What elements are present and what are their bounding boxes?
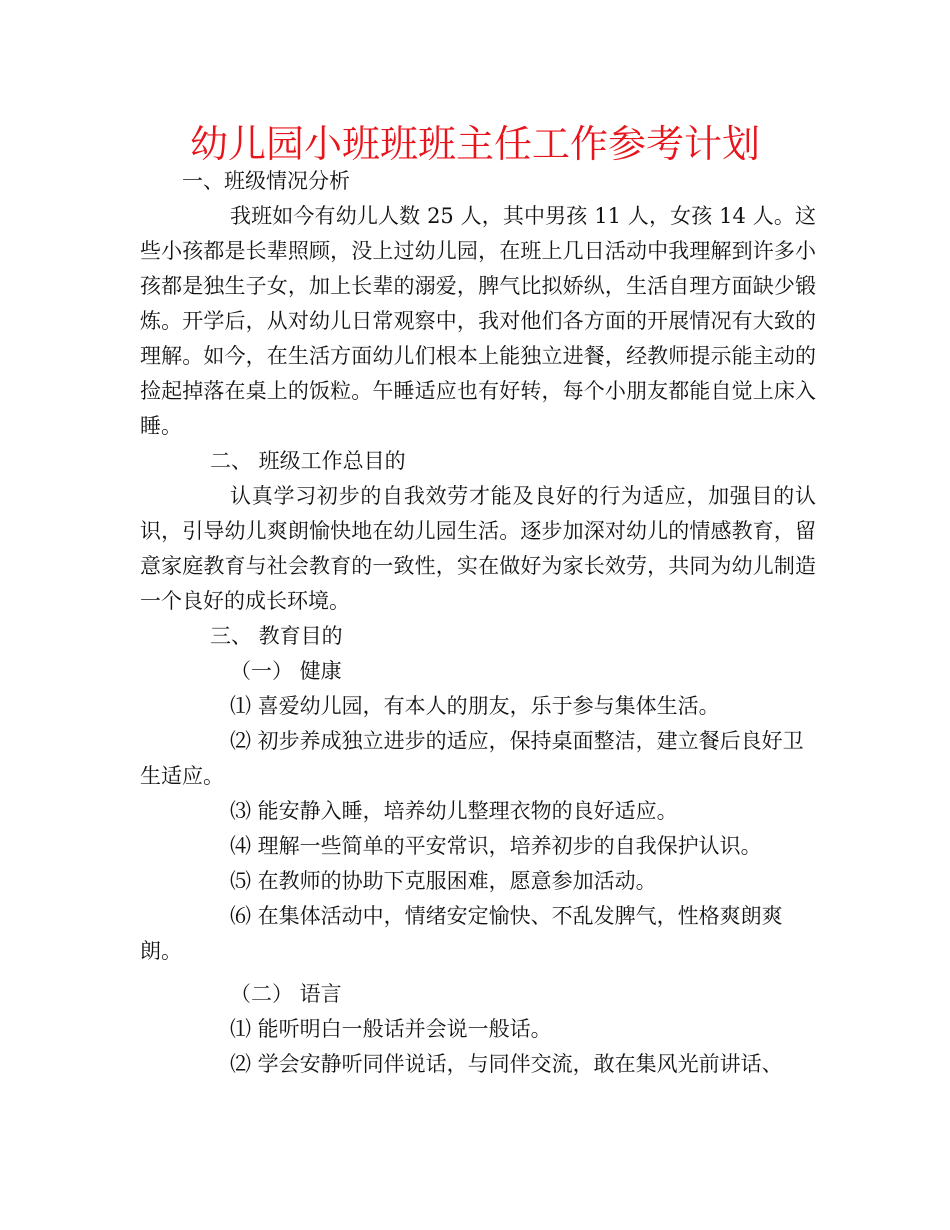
section-paragraph: 认真学习初步的自我效劳才能及良好的行为适应，加强目的认识，引导幼儿爽朗愉快地在幼儿园生活。逐步加深对幼儿的情感教育，留意家庭教育与社会教育的一致性，实在做好为家长效劳，共同为幼儿制造一个良好的成长环境。: [140, 484, 816, 613]
list-item: ⑶ 能安静入睡，培养幼儿整理衣物的良好适应。: [230, 799, 678, 823]
document-title: 幼儿园小班班班主任工作参考计划: [189, 122, 760, 166]
list-item: ⑹ 在集体活动中，情绪安定愉快、不乱发脾气，性格爽朗爽朗。: [140, 904, 783, 963]
section-heading: 三、 教育目的: [210, 624, 343, 648]
section-paragraph: 我班如今有幼儿人数 25 人，其中男孩 11 人，女孩 14 人。这些小孩都是长辈照顾，没上过幼儿园，在班上几日活动中我理解到许多小孩都是独生子女，加上长辈的溺爱，脾气比拟娇纵，生活自理方面缺少锻炼。开学后，从对幼儿日常观察中，我对他们各方面的开展情况有大致的理解。如今，在生活方面幼儿们根本上能独立进餐，经教师提示能主动的捡起掉落在桌上的饭粒。午睡适应也有好转，每个小朋友都能自觉上床入睡。: [140, 204, 816, 438]
subsection-heading: （一） 健康: [230, 659, 342, 683]
list-item: ⑸ 在教师的协助下克服困难，愿意参加活动。: [230, 869, 657, 893]
list-item: ⑵ 学会安静听同伴说话，与同伴交流，敢在集风光前讲话、: [230, 1052, 783, 1076]
list-item: ⑴ 能听明白一般话并会说一般话。: [230, 1017, 552, 1041]
list-item: ⑷ 理解一些简单的平安常识，培养初步的自我保护认识。: [230, 834, 762, 858]
document-body: [140, 164, 816, 1082]
list-item: ⑵ 初步养成独立进步的适应，保持桌面整洁，建立餐后良好卫生适应。: [140, 729, 804, 788]
section-heading: 一、班级情况分析: [182, 169, 350, 193]
subsection-heading: （二） 语言: [230, 982, 342, 1006]
list-item: ⑴ 喜爱幼儿园，有本人的朋友，乐于参与集体生活。: [230, 694, 720, 718]
section-heading: 二、 班级工作总目的: [210, 449, 406, 473]
spacer: [140, 969, 816, 977]
